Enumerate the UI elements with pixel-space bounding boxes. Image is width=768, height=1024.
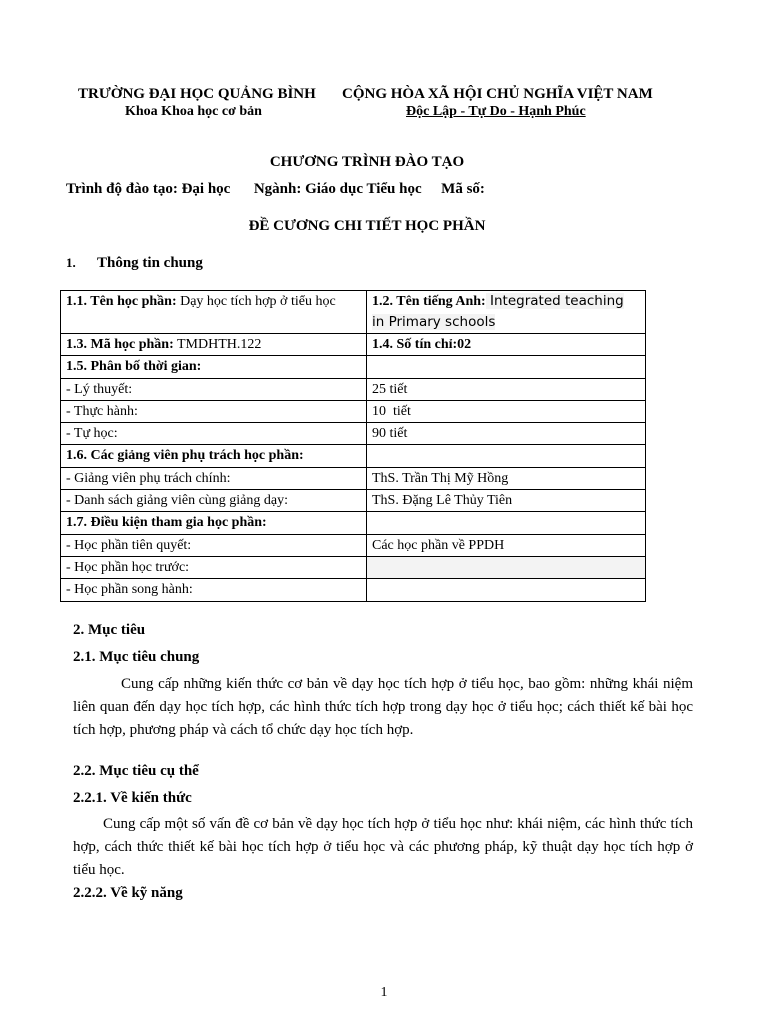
- table-row: [61, 445, 646, 467]
- parallel-courses-label: - Học phần song hành:: [61, 579, 367, 601]
- credits-cell: 1.4. Số tín chỉ:02: [367, 334, 646, 356]
- outline-title: ĐỀ CƯƠNG CHI TIẾT HỌC PHẦN: [248, 218, 486, 234]
- section-2-title: 2. Mục tiêu: [73, 622, 146, 638]
- english-name-label: 1.2. Tên tiếng Anh:: [372, 294, 486, 309]
- program-title: CHƯƠNG TRÌNH ĐÀO TẠO: [269, 154, 465, 170]
- course-name-cell: [61, 291, 367, 334]
- table-row: [61, 356, 646, 378]
- theory-value: 25 tiết: [367, 378, 646, 400]
- lecturers-label: 1.6. Các giảng viên phụ trách học phần:: [61, 445, 367, 467]
- self-study-label: - Tự học:: [61, 423, 367, 445]
- theory-label: - Lý thuyết:: [61, 378, 367, 400]
- table-row: [61, 512, 646, 534]
- program-code: Mã số:: [441, 181, 485, 197]
- table-row: [61, 334, 646, 356]
- table-row: [61, 467, 646, 489]
- main-lecturer-value: ThS. Trần Thị Mỹ Hồng: [367, 467, 646, 489]
- table-row: [61, 423, 646, 445]
- course-code-cell: [61, 334, 367, 356]
- page-number: 1: [380, 985, 388, 1000]
- table-row: [61, 291, 646, 334]
- table-row: [61, 556, 646, 578]
- section-1-number: 1.: [66, 255, 76, 270]
- table-row: [61, 400, 646, 422]
- lecturers-value: [367, 445, 646, 467]
- table-row: [61, 490, 646, 512]
- prerequisites-label: 1.7. Điều kiện tham gia học phần:: [61, 512, 367, 534]
- time-allocation-value: [367, 356, 646, 378]
- major: Ngành: Giáo dục Tiểu học: [253, 181, 422, 197]
- course-code-value: TMDHTH.122: [173, 337, 262, 352]
- section-2-1-text: Cung cấp những kiến thức cơ bản về dạy học tích hợp ở tiểu học, bao gồm: những khái niệm liên quan đến dạy học tích hợp, các hình thức tích hợp trong dạy học ở tiểu học; cách thiết kế bài học tích hợp, phương pháp và cách tổ chức dạy học tích hợp.: [73, 676, 693, 738]
- table-row: [61, 579, 646, 601]
- table-row: [61, 534, 646, 556]
- time-allocation-label: 1.5. Phân bố thời gian:: [61, 356, 367, 378]
- section-2-2-1-title: 2.2.1. Về kiến thức: [73, 790, 192, 806]
- program-meta: [66, 181, 485, 198]
- practice-value: 10 tiết: [367, 400, 646, 422]
- national-title: CỘNG HÒA XÃ HỘI CHỦ NGHĨA VIỆT NAM: [342, 86, 653, 102]
- english-name-value: Integrated teaching in Primary schools: [372, 293, 624, 330]
- section-2-2-1-text: Cung cấp một số vấn đề cơ bản về dạy học tích hợp ở tiểu học như: khái niệm, các hình thức tích hợp, cách thức thiết kế bài học tích hợp ở tiểu học và các phương pháp, kỹ thuật dạy học tích hợp ở tiểu học.: [73, 816, 693, 878]
- course-info-table: [60, 290, 646, 602]
- section-1-heading: [66, 255, 203, 272]
- co-lecturers-label: - Danh sách giảng viên cùng giảng dạy:: [61, 490, 367, 512]
- prerequisite-courses-label: - Học phần tiên quyết:: [61, 534, 367, 556]
- previous-courses-label: - Học phần học trước:: [61, 556, 367, 578]
- self-study-value: 90 tiết: [367, 423, 646, 445]
- co-lecturers-value: ThS. Đặng Lê Thủy Tiên: [367, 490, 646, 512]
- main-lecturer-label: - Giảng viên phụ trách chính:: [61, 467, 367, 489]
- national-motto: Độc Lập - Tự Do - Hạnh Phúc: [406, 104, 586, 119]
- training-level: Trình độ đào tạo: Đại học: [66, 181, 231, 197]
- prerequisites-value: [367, 512, 646, 534]
- course-name-value: Dạy học tích hợp ở tiểu học: [176, 294, 336, 309]
- practice-label: - Thực hành:: [61, 400, 367, 422]
- section-2-2-2-title: 2.2.2. Về kỹ năng: [73, 885, 183, 901]
- section-2-2-title: 2.2. Mục tiêu cụ thể: [73, 763, 199, 779]
- section-2-1-title: 2.1. Mục tiêu chung: [73, 649, 200, 665]
- course-code-label: 1.3. Mã học phần:: [66, 337, 174, 352]
- course-name-label: 1.1. Tên học phần:: [66, 294, 177, 309]
- english-name-cell: [367, 291, 646, 334]
- prerequisite-courses-value: Các học phần về PPDH: [367, 534, 646, 556]
- university-name: TRƯỜNG ĐẠI HỌC QUẢNG BÌNH: [78, 86, 316, 102]
- previous-courses-value: [367, 556, 646, 578]
- faculty-name: Khoa Khoa học cơ bản: [125, 104, 262, 119]
- table-row: [61, 378, 646, 400]
- section-1-title: Thông tin chung: [96, 255, 203, 271]
- parallel-courses-value: [367, 579, 646, 601]
